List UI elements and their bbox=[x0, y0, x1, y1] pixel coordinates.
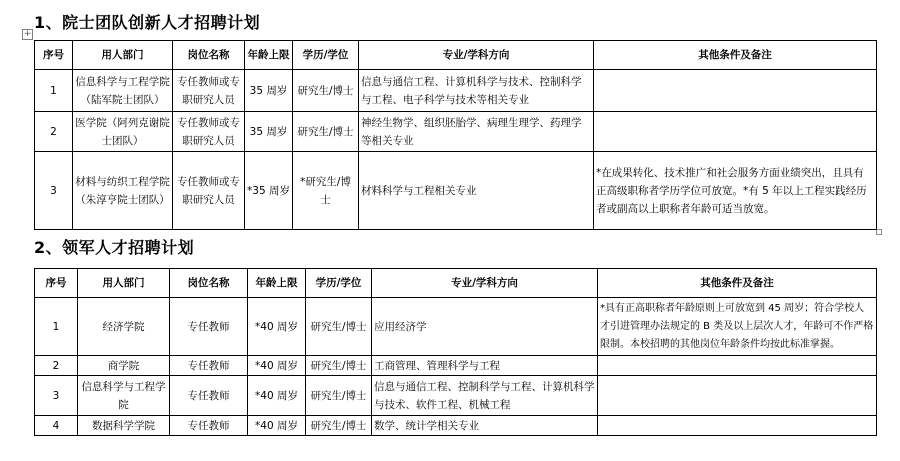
header-note: 其他条件及备注 bbox=[598, 269, 877, 298]
table-header-row bbox=[35, 41, 877, 70]
table-row bbox=[35, 416, 877, 436]
cell-note bbox=[594, 70, 877, 112]
cell-age: *40 周岁 bbox=[248, 376, 306, 416]
table-row bbox=[35, 376, 877, 416]
header-degree: 学历/学位 bbox=[293, 41, 359, 70]
header-dept: 用人部门 bbox=[73, 41, 173, 70]
cell-degree: 研究生/博士 bbox=[306, 356, 372, 376]
cell-major: 信息与通信工程、控制科学与工程、计算机科学与技术、软件工程、机械工程 bbox=[372, 376, 598, 416]
header-major: 专业/学科方向 bbox=[372, 269, 598, 298]
cell-no: 3 bbox=[35, 376, 78, 416]
cell-no: 3 bbox=[35, 152, 73, 230]
cell-age: 35 周岁 bbox=[245, 112, 293, 152]
cell-note bbox=[598, 356, 877, 376]
cell-position: 专任教师 bbox=[170, 416, 248, 436]
cell-note: *在成果转化、技术推广和社会服务方面业绩突出，且具有正高级职称者学历学位可放宽。*有 5 年以上工程实践经历者或副高以上职称者年龄可适当放宽。 bbox=[594, 152, 877, 230]
table-row bbox=[35, 356, 877, 376]
cell-dept: 信息科学与工程学院 bbox=[78, 376, 170, 416]
table-row bbox=[35, 298, 877, 356]
table-row bbox=[35, 152, 877, 230]
cell-dept: 医学院（阿列克谢院士团队） bbox=[73, 112, 173, 152]
cell-position: 专任教师 bbox=[170, 376, 248, 416]
section1-title: 1、院士团队创新人才招聘计划 bbox=[34, 13, 261, 32]
cell-dept: 商学院 bbox=[78, 356, 170, 376]
table-move-handle-icon[interactable]: + bbox=[23, 29, 32, 39]
cell-no: 1 bbox=[35, 298, 78, 356]
cell-age: *40 周岁 bbox=[248, 356, 306, 376]
cell-dept: 经济学院 bbox=[78, 298, 170, 356]
header-dept: 用人部门 bbox=[78, 269, 170, 298]
section2-title: 2、领军人才招聘计划 bbox=[34, 238, 195, 257]
cell-degree: 研究生/博士 bbox=[293, 70, 359, 112]
cell-no: 2 bbox=[35, 112, 73, 152]
cell-no: 1 bbox=[35, 70, 73, 112]
cell-dept: 材料与纺织工程学院（朱淳亨院士团队） bbox=[73, 152, 173, 230]
cell-position: 专任教师 bbox=[170, 298, 248, 356]
cell-age: *40 周岁 bbox=[248, 416, 306, 436]
cell-major: 神经生物学、组织胚胎学、病理生理学、药理学等相关专业 bbox=[359, 112, 594, 152]
header-position: 岗位名称 bbox=[170, 269, 248, 298]
cell-major: 工商管理、管理科学与工程 bbox=[372, 356, 598, 376]
cell-degree: 研究生/博士 bbox=[306, 376, 372, 416]
cell-age: *35 周岁 bbox=[245, 152, 293, 230]
cell-degree: 研究生/博士 bbox=[306, 416, 372, 436]
cell-note: *具有正高职称者年龄原则上可放宽到 45 周岁；符合学校人才引进管理办法规定的 B 类及以上层次人才，年龄可不作严格限制。本校招聘的其他岗位年龄条件均按此标准掌握。 bbox=[598, 298, 877, 356]
cell-age: 35 周岁 bbox=[245, 70, 293, 112]
cell-position: 专任教师或专职研究人员 bbox=[173, 152, 245, 230]
header-position: 岗位名称 bbox=[173, 41, 245, 70]
cell-dept: 数据科学学院 bbox=[78, 416, 170, 436]
table-row bbox=[35, 112, 877, 152]
cell-major: 数学、统计学相关专业 bbox=[372, 416, 598, 436]
cell-major: 材料科学与工程相关专业 bbox=[359, 152, 594, 230]
header-degree: 学历/学位 bbox=[306, 269, 372, 298]
header-note: 其他条件及备注 bbox=[594, 41, 877, 70]
table-header-row bbox=[35, 269, 877, 298]
cell-position: 专任教师或专职研究人员 bbox=[173, 112, 245, 152]
header-no: 序号 bbox=[35, 269, 78, 298]
cell-degree: 研究生/博士 bbox=[306, 298, 372, 356]
talent-plan-table-2 bbox=[34, 268, 877, 436]
header-age: 年龄上限 bbox=[245, 41, 293, 70]
cell-note bbox=[598, 376, 877, 416]
header-major: 专业/学科方向 bbox=[359, 41, 594, 70]
header-age: 年龄上限 bbox=[248, 269, 306, 298]
cell-note bbox=[598, 416, 877, 436]
cell-note bbox=[594, 112, 877, 152]
header-no: 序号 bbox=[35, 41, 73, 70]
cell-degree: 研究生/博士 bbox=[293, 112, 359, 152]
cell-position: 专任教师 bbox=[170, 356, 248, 376]
cell-position: 专任教师或专职研究人员 bbox=[173, 70, 245, 112]
table-row bbox=[35, 70, 877, 112]
talent-plan-table-1 bbox=[34, 40, 877, 230]
cell-no: 2 bbox=[35, 356, 78, 376]
cell-major: 信息与通信工程、计算机科学与技术、控制科学与工程、电子科学与技术等相关专业 bbox=[359, 70, 594, 112]
cell-degree: *研究生/博士 bbox=[293, 152, 359, 230]
cell-age: *40 周岁 bbox=[248, 298, 306, 356]
cell-no: 4 bbox=[35, 416, 78, 436]
cell-major: 应用经济学 bbox=[372, 298, 598, 356]
cell-dept: 信息科学与工程学院（陆军院士团队） bbox=[73, 70, 173, 112]
